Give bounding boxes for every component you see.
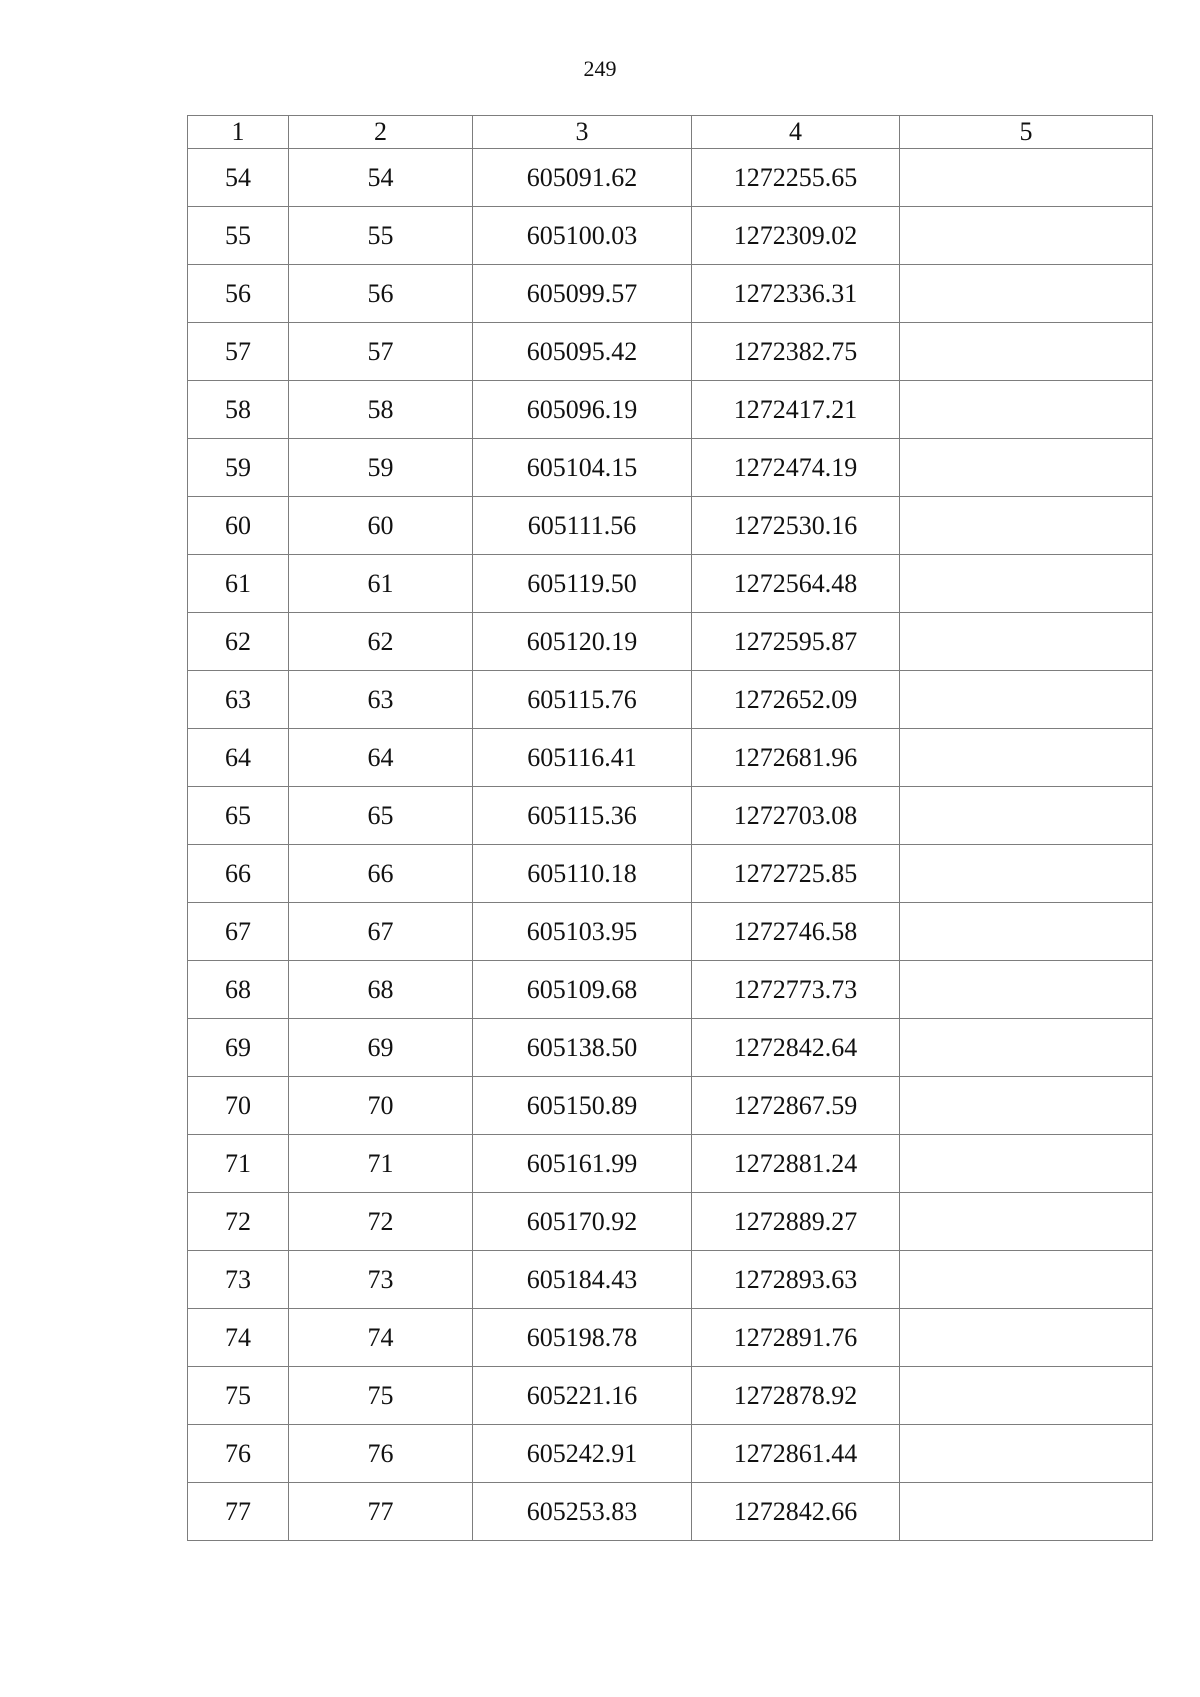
note-cell [900, 961, 1153, 1019]
point-id-cell: 59 [289, 439, 473, 497]
point-id-cell: 58 [289, 381, 473, 439]
point-id-cell: 71 [289, 1135, 473, 1193]
coordinate-y-cell: 1272861.44 [692, 1425, 900, 1483]
coordinate-x-cell: 605120.19 [473, 613, 692, 671]
note-cell [900, 265, 1153, 323]
table-row [188, 1251, 1153, 1309]
coordinates-table [187, 115, 1153, 1541]
note-cell [900, 207, 1153, 265]
column-header-1: 1 [188, 116, 289, 149]
note-cell [900, 497, 1153, 555]
point-number-cell: 59 [188, 439, 289, 497]
table-row [188, 1193, 1153, 1251]
coordinate-y-cell: 1272681.96 [692, 729, 900, 787]
table-row [188, 381, 1153, 439]
note-cell [900, 323, 1153, 381]
point-number-cell: 62 [188, 613, 289, 671]
point-number-cell: 67 [188, 903, 289, 961]
table-row [188, 497, 1153, 555]
coordinate-x-cell: 605242.91 [473, 1425, 692, 1483]
point-id-cell: 77 [289, 1483, 473, 1541]
note-cell [900, 555, 1153, 613]
coordinate-x-cell: 605104.15 [473, 439, 692, 497]
coordinate-x-cell: 605150.89 [473, 1077, 692, 1135]
table-row [188, 671, 1153, 729]
note-cell [900, 439, 1153, 497]
coordinate-x-cell: 605221.16 [473, 1367, 692, 1425]
note-cell [900, 381, 1153, 439]
coordinate-x-cell: 605170.92 [473, 1193, 692, 1251]
column-header-2: 2 [289, 116, 473, 149]
note-cell [900, 787, 1153, 845]
coordinate-x-cell: 605091.62 [473, 149, 692, 207]
point-number-cell: 63 [188, 671, 289, 729]
coordinate-x-cell: 605115.76 [473, 671, 692, 729]
point-id-cell: 63 [289, 671, 473, 729]
point-id-cell: 68 [289, 961, 473, 1019]
note-cell [900, 149, 1153, 207]
point-number-cell: 68 [188, 961, 289, 1019]
coordinate-y-cell: 1272725.85 [692, 845, 900, 903]
note-cell [900, 1483, 1153, 1541]
table-row [188, 903, 1153, 961]
table-row [188, 323, 1153, 381]
coordinate-y-cell: 1272652.09 [692, 671, 900, 729]
point-number-cell: 75 [188, 1367, 289, 1425]
point-id-cell: 64 [289, 729, 473, 787]
point-id-cell: 54 [289, 149, 473, 207]
point-id-cell: 70 [289, 1077, 473, 1135]
point-number-cell: 56 [188, 265, 289, 323]
coordinate-x-cell: 605116.41 [473, 729, 692, 787]
coordinate-x-cell: 605253.83 [473, 1483, 692, 1541]
point-number-cell: 64 [188, 729, 289, 787]
table-row [188, 961, 1153, 1019]
coordinate-y-cell: 1272842.66 [692, 1483, 900, 1541]
point-id-cell: 75 [289, 1367, 473, 1425]
point-id-cell: 56 [289, 265, 473, 323]
coordinate-x-cell: 605099.57 [473, 265, 692, 323]
point-number-cell: 69 [188, 1019, 289, 1077]
table-row [188, 1135, 1153, 1193]
point-id-cell: 76 [289, 1425, 473, 1483]
coordinate-x-cell: 605161.99 [473, 1135, 692, 1193]
point-number-cell: 72 [188, 1193, 289, 1251]
coordinate-x-cell: 605095.42 [473, 323, 692, 381]
note-cell [900, 1425, 1153, 1483]
coordinate-y-cell: 1272746.58 [692, 903, 900, 961]
table-header [188, 116, 1153, 149]
note-cell [900, 671, 1153, 729]
table-header-row [188, 116, 1153, 149]
point-number-cell: 71 [188, 1135, 289, 1193]
table-body [188, 149, 1153, 1541]
point-number-cell: 55 [188, 207, 289, 265]
coordinate-y-cell: 1272891.76 [692, 1309, 900, 1367]
column-header-5: 5 [900, 116, 1153, 149]
point-number-cell: 58 [188, 381, 289, 439]
column-header-3: 3 [473, 116, 692, 149]
table-row [188, 439, 1153, 497]
coordinate-y-cell: 1272878.92 [692, 1367, 900, 1425]
table-row [188, 265, 1153, 323]
note-cell [900, 613, 1153, 671]
table-row [188, 1367, 1153, 1425]
coordinate-y-cell: 1272382.75 [692, 323, 900, 381]
table-row [188, 207, 1153, 265]
point-id-cell: 66 [289, 845, 473, 903]
coordinate-y-cell: 1272893.63 [692, 1251, 900, 1309]
table-row [188, 1077, 1153, 1135]
point-id-cell: 65 [289, 787, 473, 845]
coordinate-x-cell: 605119.50 [473, 555, 692, 613]
coordinate-x-cell: 605103.95 [473, 903, 692, 961]
note-cell [900, 1077, 1153, 1135]
coordinate-y-cell: 1272336.31 [692, 265, 900, 323]
note-cell [900, 1135, 1153, 1193]
coordinate-x-cell: 605100.03 [473, 207, 692, 265]
point-number-cell: 60 [188, 497, 289, 555]
point-id-cell: 60 [289, 497, 473, 555]
point-number-cell: 54 [188, 149, 289, 207]
point-number-cell: 65 [188, 787, 289, 845]
note-cell [900, 1193, 1153, 1251]
coordinate-y-cell: 1272703.08 [692, 787, 900, 845]
coordinate-y-cell: 1272474.19 [692, 439, 900, 497]
table-row [188, 729, 1153, 787]
point-id-cell: 72 [289, 1193, 473, 1251]
table-row [188, 613, 1153, 671]
table-row [188, 149, 1153, 207]
table-row [188, 845, 1153, 903]
point-id-cell: 57 [289, 323, 473, 381]
note-cell [900, 1019, 1153, 1077]
coordinate-x-cell: 605110.18 [473, 845, 692, 903]
table-row [188, 787, 1153, 845]
point-id-cell: 74 [289, 1309, 473, 1367]
point-number-cell: 76 [188, 1425, 289, 1483]
column-header-4: 4 [692, 116, 900, 149]
table-row [188, 1309, 1153, 1367]
note-cell [900, 1251, 1153, 1309]
coordinate-y-cell: 1272773.73 [692, 961, 900, 1019]
coordinate-y-cell: 1272564.48 [692, 555, 900, 613]
point-number-cell: 57 [188, 323, 289, 381]
point-id-cell: 62 [289, 613, 473, 671]
note-cell [900, 845, 1153, 903]
note-cell [900, 903, 1153, 961]
coordinate-x-cell: 605115.36 [473, 787, 692, 845]
point-number-cell: 77 [188, 1483, 289, 1541]
coordinate-x-cell: 605138.50 [473, 1019, 692, 1077]
table-row [188, 555, 1153, 613]
coordinate-y-cell: 1272842.64 [692, 1019, 900, 1077]
point-id-cell: 73 [289, 1251, 473, 1309]
table-row [188, 1425, 1153, 1483]
coordinate-x-cell: 605198.78 [473, 1309, 692, 1367]
table-row [188, 1483, 1153, 1541]
note-cell [900, 1309, 1153, 1367]
point-number-cell: 70 [188, 1077, 289, 1135]
coordinate-y-cell: 1272889.27 [692, 1193, 900, 1251]
point-number-cell: 74 [188, 1309, 289, 1367]
coordinate-y-cell: 1272255.65 [692, 149, 900, 207]
coordinate-x-cell: 605096.19 [473, 381, 692, 439]
point-id-cell: 61 [289, 555, 473, 613]
coordinate-x-cell: 605109.68 [473, 961, 692, 1019]
note-cell [900, 729, 1153, 787]
point-id-cell: 69 [289, 1019, 473, 1077]
coordinate-y-cell: 1272881.24 [692, 1135, 900, 1193]
point-number-cell: 73 [188, 1251, 289, 1309]
coordinate-y-cell: 1272530.16 [692, 497, 900, 555]
point-number-cell: 61 [188, 555, 289, 613]
point-id-cell: 67 [289, 903, 473, 961]
coordinate-y-cell: 1272417.21 [692, 381, 900, 439]
coordinate-x-cell: 605184.43 [473, 1251, 692, 1309]
point-number-cell: 66 [188, 845, 289, 903]
coordinate-y-cell: 1272595.87 [692, 613, 900, 671]
coordinate-y-cell: 1272867.59 [692, 1077, 900, 1135]
table-row [188, 1019, 1153, 1077]
point-id-cell: 55 [289, 207, 473, 265]
note-cell [900, 1367, 1153, 1425]
coordinate-y-cell: 1272309.02 [692, 207, 900, 265]
coordinate-x-cell: 605111.56 [473, 497, 692, 555]
page-number: 249 [583, 56, 617, 81]
